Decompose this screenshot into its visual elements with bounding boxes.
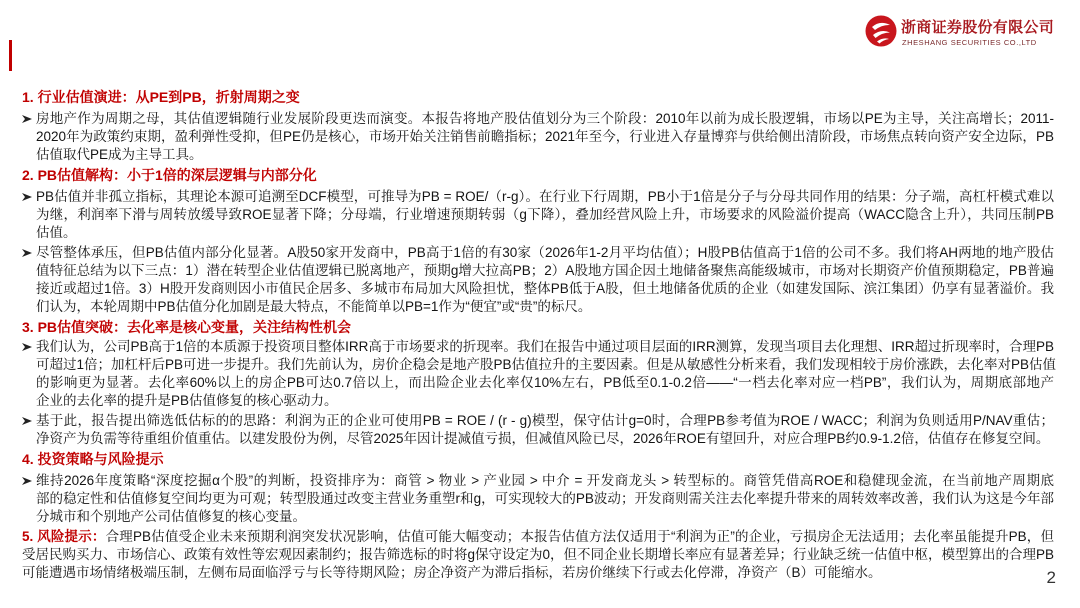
bullet-line: 接近或超过1倍。3）H股开发商则因小市值民企居多、多城市布局加大风险担忧，整体PB低于A股，但土地储备优质的企业（如建发国际、滨江集团）仍享有显著溢价。我 xyxy=(36,281,1054,296)
risk-label: 5. 风险提示： xyxy=(22,529,106,544)
bullet-line: 为继，利润率下滑与周转放缓导致ROE显著下降；分母端，行业增速预期转弱（g下降），叠加经营风险上升，市场要求的风险溢价提高（WACC隐含上升），共同压制PB xyxy=(36,207,1054,222)
bullet-item xyxy=(22,412,1054,448)
arrowhead-bullet-icon xyxy=(22,476,32,486)
slide-content xyxy=(22,88,1057,584)
bullet-line: 可超过1倍；加杠杆后PB可进一步提升。我们先前认为，房价企稳会是地产股PB估值拉升的主要因素。但是从敏感性分析来看，我们发现相较于房价涨跌，去化率对PB估值 xyxy=(36,357,1057,372)
arrowhead-bullet-icon xyxy=(22,192,32,202)
bullet-line: 值特征总结为以下三点：1）潜在转型企业估值逻辑已脱离地产，预期g增大拉高PB；2）A股地方国企因土地储备聚焦高能级城市，市场对长期资产价值预期稳定，PB普遍 xyxy=(36,263,1054,278)
bullet-line: 基于此，报告提出筛选低估标的的思路：利润为正的企业可使用PB = ROE / (r - g)模型，保守估计g=0时，合理PB参考值为ROE / WACC；利润为负则适用P/NAV重估； xyxy=(36,413,1054,428)
arrowhead-bullet-icon xyxy=(22,114,32,124)
arrowhead-bullet-icon xyxy=(22,342,32,352)
bullet-item xyxy=(22,188,1054,242)
bullet-line: 房地产作为周期之母，其估值逻辑随行业发展阶段更迭而演变。本报告将地产股估值划分为三个阶段：2010年以前为成长股逻辑，市场以PE为主导，关注高增长；2011- xyxy=(36,111,1054,126)
risk-warning xyxy=(22,528,1054,582)
section-heading: 3. PB估值突破：去化率是核心变量，关注结构性机会 xyxy=(22,319,352,335)
section-pb-breakthrough xyxy=(22,318,1057,448)
bullet-line: 维持2026年度策略“深度挖掘α个股”的判断，投资排序为：商管 > 物业 > 产业园 > 中介 = 开发商龙头 > 转型标的。商管凭借高ROE和稳健现金流，在当前地产周期底 xyxy=(36,473,1054,488)
section-pb-deconstruction xyxy=(22,166,1054,316)
section-heading: 1. 行业估值演进：从PE到PB，折射周期之变 xyxy=(22,89,300,105)
section-heading: 2. PB估值解构：小于1倍的深层逻辑与内部分化 xyxy=(22,167,317,183)
arrowhead-bullet-icon xyxy=(22,248,32,258)
bullet-line: 企业的去化率的提升是PB估值修复的核心驱动力。 xyxy=(36,393,338,408)
risk-line xyxy=(22,528,1054,546)
page-number: 2 xyxy=(1046,568,1056,587)
section-heading: 4. 投资策略与风险提示 xyxy=(22,451,164,467)
company-name-en: ZHESHANG SECURITIES CO.,LTD xyxy=(902,38,1037,47)
risk-line: 受居民购买力、市场信心、政策有效性等宏观因素制约；报告筛选标的时将g保守设定为0，但不同企业长期增长率应有显著差异；行业缺乏统一估值中枢，模型算出的合理PB xyxy=(22,547,1055,562)
bullet-line: 部的稳定性和估值修复空间均更为可观；转型股通过改变主营业务重塑r和g，可实现较大的PB波动；开发商则需关注去化率提升带来的周转效率改善，我们认为这是今年部 xyxy=(36,491,1054,506)
bullet-line: 们认为，本轮周期中PB估值分化加剧是最大特点，不能简单以PB=1作为“便宜”或“贵”的标尺。 xyxy=(36,299,592,314)
bullet-line: 2020年为政策约束期，盈利弹性受抑，但PE仍是核心，市场开始关注销售前瞻指标；2021年至今，行业进入存量博弈与供给侧出清阶段，市场焦点转向资产安全边际，PB xyxy=(36,129,1054,144)
bullet-line: 估值。 xyxy=(36,225,77,240)
risk-line: 可能遭遇市场情绪极端压制，左侧布局面临浮亏与长等待期风险；房企净资产为滞后指标，若房价继续下行或去化停滞，净资产（B）可能缩水。 xyxy=(22,565,882,580)
arrowhead-bullet-icon xyxy=(22,416,32,426)
bullet-line: 分城市和个别地产公司估值修复的核心变量。 xyxy=(36,509,306,524)
bullet-line: 净资产为负需等待重组价值重估。以建发股份为例，尽管2025年因计提减值亏损，但减值风险已尽，2026年ROE有望回升，对应合理PB约0.9-1.2倍，估值存在修复空间。 xyxy=(36,431,1050,446)
bullet-line: 估值取代PE成为主导工具。 xyxy=(36,147,203,162)
risk-text: 合理PB估值受企业未来预期利润突发状况影响，估值可能大幅变动；本报告估值方法仅适用于“利润为正”的企业，亏损房企无法适用；去化率虽能提升PB，但 xyxy=(105,529,1054,544)
bullet-line: 的影响更为显著。去化率60%以上的房企PB可达0.7倍以上，而出险企业去化率仅10%左右，PB低至0.1-0.2倍——“一档去化率对应一档PB”，我们认为，周期底部地产 xyxy=(36,375,1054,390)
bullet-line: 尽管整体承压，但PB估值内部分化显著。A股50家开发商中，PB高于1倍的有30家（2026年1-2月平均估值）；H股PB估值高于1倍的公司不多。我们将AH两地的地产股估 xyxy=(36,245,1054,260)
zheshang-logo-icon xyxy=(864,14,898,48)
bullet-item xyxy=(22,244,1054,316)
bullet-item xyxy=(22,338,1057,410)
bullet-line: PB估值并非孤立指标，其理论本源可追溯至DCF模型，可推导为PB = ROE/（r-g）。在行业下行周期，PB小于1倍是分子与分母共同作用的结果：分子端，高杠杆模式难以 xyxy=(36,189,1054,204)
bullet-item xyxy=(22,110,1054,164)
section-valuation-evolution xyxy=(22,88,1054,164)
section-investment-strategy xyxy=(22,450,1054,526)
accent-bar xyxy=(9,40,12,71)
bullet-line: 我们认为，公司PB高于1倍的本质源于投资项目整体IRR高于市场要求的折现率。我们在报告中通过项目层面的IRR测算，发现当项目去化理想、IRR超过折现率时，合理PB xyxy=(36,339,1054,354)
company-name-cn: 浙商证券股份有限公司 xyxy=(901,19,1055,36)
bullet-item xyxy=(22,472,1054,526)
